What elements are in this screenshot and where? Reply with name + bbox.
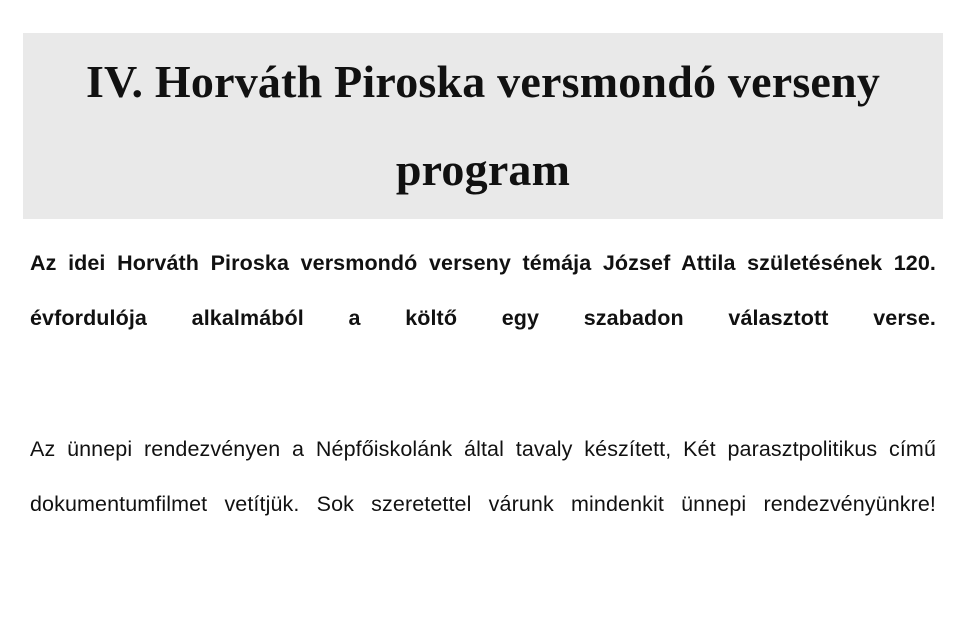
document-body xyxy=(30,236,936,587)
lead-paragraph: Az idei Horváth Piroska versmondó verseny témája József Attila születésének 120. évfordulója alkalmából a költő egy szabadon választott verse. xyxy=(30,251,936,330)
title-banner xyxy=(23,33,943,219)
page-title: IV. Horváth Piroska versmondó verseny program xyxy=(85,56,881,195)
details-paragraph: Az ünnepi rendezvényen a Népfőiskolánk által tavaly készített, Két parasztpolitikus című dokumentumfilmet vetítjük. Sok szeretettel várunk mindenkit ünnepi rendezvényünkre! xyxy=(30,437,936,516)
